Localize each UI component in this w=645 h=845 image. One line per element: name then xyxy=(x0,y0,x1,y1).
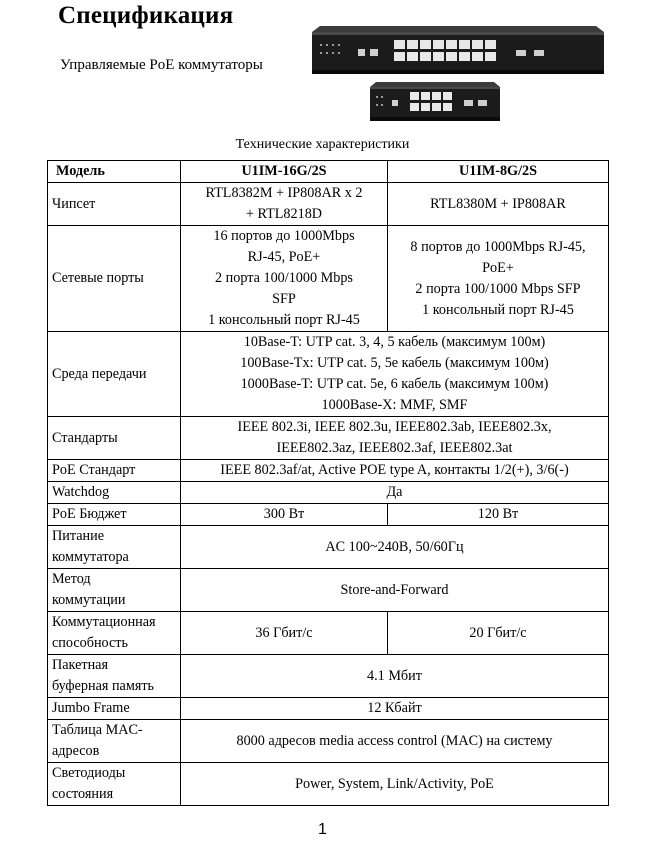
value-leds: Power, System, Link/Activity, PoE xyxy=(181,763,609,806)
label-power: Питание коммутатора xyxy=(48,526,181,569)
label-switching-method: Метод коммутации xyxy=(48,569,181,612)
value-power: AC 100~240В, 50/60Гц xyxy=(181,526,609,569)
row-switching-method xyxy=(48,569,609,612)
value-ports-16g: 16 портов до 1000Mbps RJ-45, PoE+ 2 порта 100/1000 Mbps SFP 1 консольный порт RJ-45 xyxy=(181,226,388,332)
value-switching-capacity-8g: 20 Гбит/с xyxy=(388,612,609,655)
value-chipset-8g: RTL8380M + IP808AR xyxy=(388,183,609,226)
page-title: Спецификация xyxy=(58,2,234,29)
row-jumbo-frame xyxy=(48,698,609,720)
row-poe-standard xyxy=(48,460,609,482)
label-standards: Стандарты xyxy=(48,417,181,460)
value-switching-method: Store-and-Forward xyxy=(181,569,609,612)
value-chipset-16g: RTL8382M + IP808AR x 2 + RTL8218D xyxy=(181,183,388,226)
label-mac-table: Таблица MAC- адресов xyxy=(48,720,181,763)
row-mac-table xyxy=(48,720,609,763)
label-chipset: Чипсет xyxy=(48,183,181,226)
row-leds xyxy=(48,763,609,806)
header-u1im-8g: U1IM-8G/2S xyxy=(388,161,609,183)
page-number: 1 xyxy=(318,821,327,838)
header-u1im-16g: U1IM-16G/2S xyxy=(181,161,388,183)
header-model: Модель xyxy=(48,161,181,183)
table-header-row xyxy=(48,161,609,183)
table-caption: Технические характеристики xyxy=(235,137,410,152)
value-watchdog: Да xyxy=(181,482,609,504)
row-buffer xyxy=(48,655,609,698)
row-chipset xyxy=(48,183,609,226)
label-watchdog: Watchdog xyxy=(48,482,181,504)
value-mac-table: 8000 адресов media access control (MAC) на систему xyxy=(181,720,609,763)
switch-16-port-image xyxy=(308,20,608,78)
value-poe-budget-8g: 120 Вт xyxy=(388,504,609,526)
row-switching-capacity xyxy=(48,612,609,655)
label-buffer: Пакетная буферная память xyxy=(48,655,181,698)
label-network-ports: Сетевые порты xyxy=(48,226,181,332)
label-poe-standard: PoE Стандарт xyxy=(48,460,181,482)
label-poe-budget: PoE Бюджет xyxy=(48,504,181,526)
value-standards: IEEE 802.3i, IEEE 802.3u, IEEE802.3ab, IEEE802.3x, IEEE802.3az, IEEE802.3af, IEEE802.3at xyxy=(181,417,609,460)
row-watchdog xyxy=(48,482,609,504)
row-poe-budget xyxy=(48,504,609,526)
label-jumbo-frame: Jumbo Frame xyxy=(48,698,181,720)
row-power xyxy=(48,526,609,569)
value-poe-budget-16g: 300 Вт xyxy=(181,504,388,526)
page-subtitle: Управляемые PoE коммутаторы xyxy=(60,57,263,73)
row-standards xyxy=(48,417,609,460)
row-media xyxy=(48,332,609,417)
value-media: 10Base-T: UTP cat. 3, 4, 5 кабель (максимум 100м) 100Base-Tx: UTP cat. 5, 5e кабель (максимум 100м) 1000Base-T: UTP cat. 5e, 6 кабель (максимум 100м) 1000Base-X: MMF, SMF xyxy=(181,332,609,417)
value-jumbo-frame: 12 Кбайт xyxy=(181,698,609,720)
label-switching-capacity: Коммутационная способность xyxy=(48,612,181,655)
label-leds: Светодиоды состояния xyxy=(48,763,181,806)
value-ports-8g: 8 портов до 1000Mbps RJ-45, PoE+ 2 порта 100/1000 Mbps SFP 1 консольный порт RJ-45 xyxy=(388,226,609,332)
switch-8-port-image xyxy=(368,78,502,126)
row-network-ports xyxy=(48,226,609,332)
value-poe-standard: IEEE 802.3af/at, Active POE type A, контакты 1/2(+), 3/6(-) xyxy=(181,460,609,482)
value-switching-capacity-16g: 36 Гбит/с xyxy=(181,612,388,655)
label-media: Среда передачи xyxy=(48,332,181,417)
value-buffer: 4.1 Мбит xyxy=(181,655,609,698)
spec-table xyxy=(47,160,609,806)
